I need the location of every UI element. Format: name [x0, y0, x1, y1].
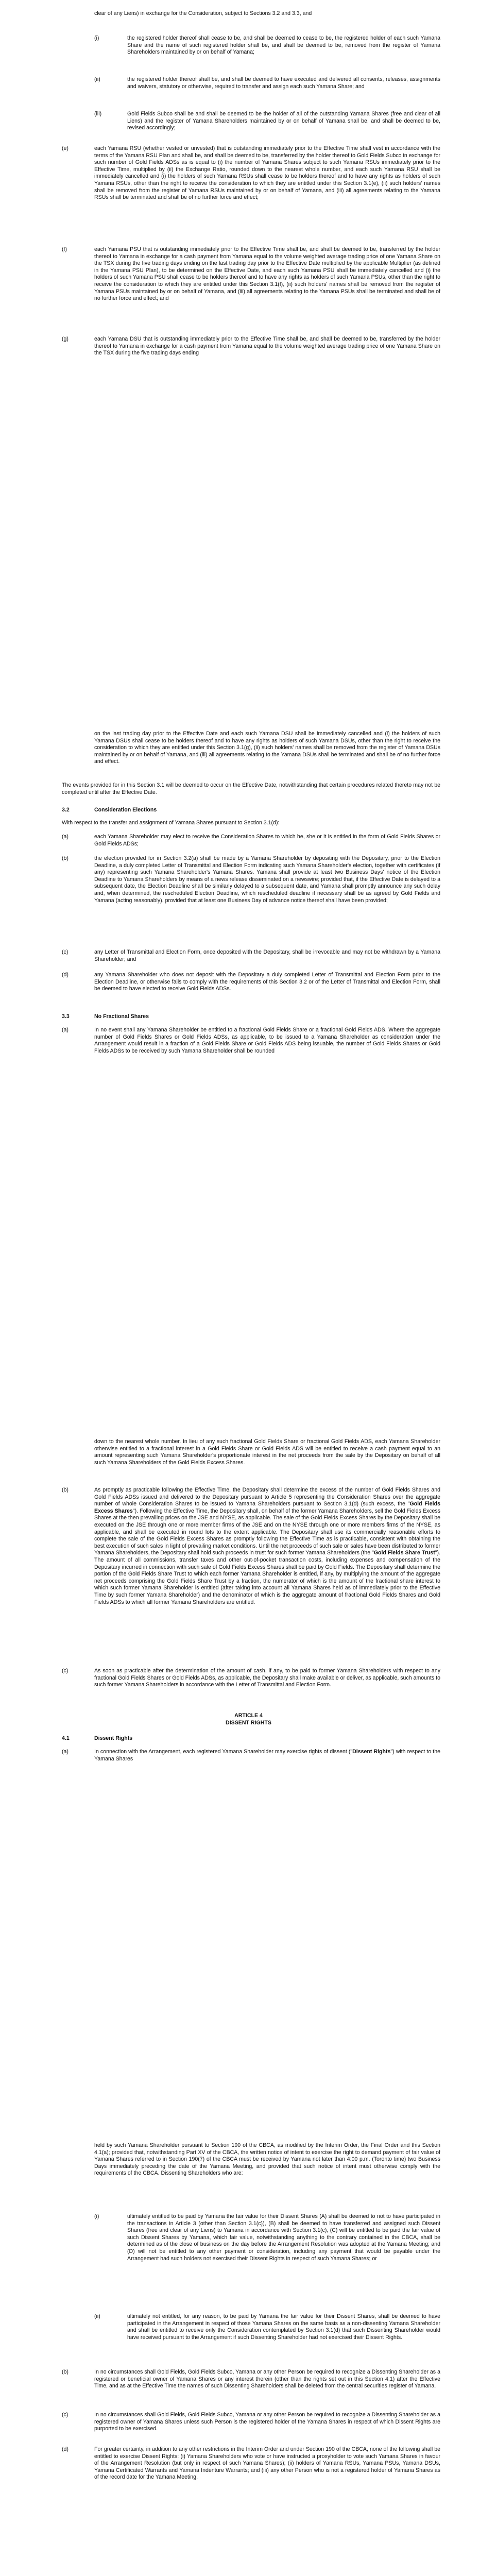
item-iii-label: (iii) [94, 111, 102, 117]
item-4-1-i-label: (i) [94, 2213, 99, 2219]
item-4-1-d-label: (d) [62, 2446, 68, 2452]
item-g-continuation: on the last trading day prior to the Effective Date and each such Yamana DSU shall be immediately cancelled and (i) the holders of such Yamana DSUs shall cease to be holders thereof and to have any rights as holders of such Yamana DSUs, other than the right to receive the consideration to which they are entitled under this Section 3.1(g), (ii) such holders' names shall be removed from the register of Yamana DSUs maintained by or on behalf of Yamana, and (iii) all agreements relating to the Yamana DSUs shall be terminated and shall be of no further force and effect. [94, 731, 440, 765]
item-3-3-b-label: (b) [62, 1487, 68, 1493]
item-4-1-ii-label: (ii) [94, 2313, 100, 2319]
item-3-3-c-label: (c) [62, 1668, 68, 1674]
item-3-3-b-text: As promptly as practicable following the Effective Time, the Depositary shall determine the excess of the number of Gold Fields Shares and Gold Fields ADSs issued and delivered to the Depositary pursuant to Article 5 representing the Consideration Shares over the aggregate number of whole Consideration Shares to be issued to Yamana Shareholders pursuant to Section 3.1(d) (such excess, the "Gold Fields Excess Shares"). Following the Effective Time, the Depositary shall, on behalf of the former Yamana Shareholders, sell the Gold Fields Excess Shares at the then prevailing prices on the JSE and NYSE, as applicable. The sale of the Gold Fields Excess Shares by the Depositary shall be executed on the JSE through one or more member firms of the JSE and on the NYSE through one or more members firms of the NYSE, as applicable, and shall be executed in round lots to the extent applicable. The Depositary shall use its commercially reasonable efforts to complete the sale of the Gold Fields Excess Shares as promptly following the Effective Time as is practicable, consistent with obtaining the best execution of such sales in light of prevailing market conditions. Until the net proceeds of such sale or sales have been distributed to former Yamana Shareholders, the Depositary shall hold such proceeds in trust for such former Yamana Shareholders (the "Gold Fields Share Trust"). The amount of all commissions, transfer taxes and other out-of-pocket transaction costs, including expenses and compensation of the Depositary incurred in connection with such sale of Gold Fields Excess Shares shall be paid by Gold Fields. The Depositary shall determine the portion of the Gold Fields Share Trust to which each former Yamana Shareholder is entitled, if any, by multiplying the amount of the aggregate net proceeds comprising the Gold Fields Share Trust by a fraction, the numerator of which is the amount of the fractional share interest to which such former Yamana Shareholder is entitled (after taking into account all Yamana Shares held as of immediately prior to the Effective Time by such former Yamana Shareholder) and the denominator of which is the aggregate amount of fractional Gold Fields Shares and Gold Fields ADSs to which all former Yamana Shareholders are entitled. [94, 1487, 441, 1605]
defined-term-excess-shares: Gold Fields Excess Shares [94, 1501, 440, 1514]
defined-term-dissent-rights: Dissent Rights [352, 1749, 391, 1755]
item-4-1-a-text: In connection with the Arrangement, each registered Yamana Shareholder may exercise rights of dissent ("Dissent Rights") with respect to the Yamana Shares [94, 1749, 440, 1762]
item-i-label: (i) [94, 35, 99, 41]
section-3-3-title: No Fractional Shares [94, 1013, 149, 1020]
article-4-title: DISSENT RIGHTS [226, 1720, 271, 1726]
item-3-2-c-label: (c) [62, 949, 68, 955]
item-3-2-b-label: (b) [62, 855, 68, 861]
item-3-2-c-text: any Letter of Transmittal and Election Form, once deposited with the Depositary, shall be irrevocable and may not be withdrawn by a Yamana Shareholder; and [94, 949, 440, 962]
section-3-2-intro: With respect to the transfer and assignment of Yamana Shares pursuant to Section 3.1(d): [62, 820, 280, 826]
section-4-1-title: Dissent Rights [94, 1735, 133, 1741]
item-ii-text: the registered holder thereof shall be, and shall be deemed to have executed and delivered all consents, releases, assignments and waivers, statutory or otherwise, required to transfer and assign each such Yamana Share; and [127, 76, 440, 90]
item-e-text: each Yamana RSU (whether vested or unvested) that is outstanding immediately prior to the Effective Time shall vest in accordance with the terms of the Yamana RSU Plan and shall be, and shall be deemed to be, transferred by the holder thereof to Gold Fields Subco in exchange for such number of Gold Fields ADSs as is equal to (i) the number of Yamana Shares subject to such Yamana RSUs immediately prior to the Effective Time, multiplied by (ii) the Exchange Ratio, rounded down to the nearest whole number, and each such Yamana RSU shall be immediately cancelled and (i) the holders of such Yamana RSUs shall cease to be holders thereof and to have any rights as holders of such Yamana RSUs, other than the right to receive the consideration to which they are entitled under this Section 3.1(e), (ii) such holders' names shall be removed from the register of Yamana RSUs maintained by or on behalf of Yamana, and (iii) all agreements relating to the Yamana RSUs shall be terminated and shall be of no further force and effect; [94, 145, 440, 201]
section-3-3-number: 3.3 [62, 1013, 70, 1020]
item-3-2-d-text: any Yamana Shareholder who does not deposit with the Depositary a duly completed Letter of Transmittal and Election Form prior to the Election Deadline, or otherwise fails to comply with the requirements of this Section 3.2 or of the Letter of Transmittal and Election Form, shall be deemed to have elected to receive Gold Fields ADSs. [94, 972, 440, 992]
item-3-2-a-text: each Yamana Shareholder may elect to receive the Consideration Shares to which he, she or it is entitled in the form of Gold Fields Shares or Gold Fields ADSs; [94, 834, 440, 847]
item-4-1-b-label: (b) [62, 2369, 68, 2375]
item-4-1-i-text: ultimately entitled to be paid by Yamana the fair value for their Dissent Shares (A) shall be deemed to not to have participated in the transactions in Article 3 (other than Section 3.1(c)), (B) shall be deemed to have transferred and assigned such Dissent Shares (free and clear of any Liens) to Yamana in accordance with Section 3.1(c), (C) will be entitled to be paid the fair value of such Dissent Shares by Yamana, which fair value, notwithstanding anything to the contrary contained in the CBCA, shall be determined as of the close of business on the day before the Arrangement Resolution was adopted at the Yamana Meeting; and (D) will not be entitled to any other payment or consideration, including any payment that would be payable under the Arrangement had such holders not exercised their Dissent Rights in respect of such Yamana Shares; or [127, 2213, 440, 2262]
intro-continuation: clear of any Liens) in exchange for the Consideration, subject to Sections 3.2 and 3.3, and [94, 10, 312, 16]
item-3-2-d-label: (d) [62, 972, 68, 978]
item-i-text: the registered holder thereof shall cease to be, and shall be deemed to cease to be, the registered holder of each such Yamana Share and the name of such registered holder shall be, and shall be deemed to be, removed from the register of Yamana Shareholders maintained by or on behalf of Yamana; [127, 35, 440, 56]
item-4-1-a-label: (a) [62, 1749, 68, 1755]
section-4-1-number: 4.1 [62, 1735, 70, 1741]
item-4-1-d-text: For greater certainty, in addition to any other restrictions in the Interim Order and under Section 190 of the CBCA, none of the following shall be entitled to exercise Dissent Rights: (i) Yamana Shareholders who vote or have instructed a proxyholder to vote such Yamana Shares in favour of the Arrangement Resolution (but only in respect of such Yamana Shares); (ii) holders of Yamana RSUs, Yamana PSUs, Yamana DSUs, Yamana Certificated Warrants and Yamana Indenture Warrants; and (iii) any other Person who is not a registered holder of Yamana Shares as of the record date for the Yamana Meeting. [94, 2446, 440, 2481]
defined-term-share-trust: Gold Fields Share Trust [373, 1550, 435, 1556]
events-paragraph: The events provided for in this Section 3.1 will be deemed to occur on the Effective Date, notwithstanding that certain procedures related thereto may not be completed until after the Effective Date. [62, 782, 440, 795]
item-f-label: (f) [62, 246, 67, 252]
item-3-3-a-text: In no event shall any Yamana Shareholder be entitled to a fractional Gold Fields Share or a fractional Gold Fields ADS. Where the aggregate number of Gold Fields Shares or Gold Fields ADSs, as applicable, to be issued to a Yamana Shareholder as consideration under the Arrangement would result in a fraction of a Gold Fields Share or Gold Fields ADS being issuable, the number of Gold Fields Shares or Gold Fields ADSs to be received by such Yamana Shareholder shall be rounded [94, 1027, 440, 1054]
item-f-text: each Yamana PSU that is outstanding immediately prior to the Effective Time shall be, and shall be deemed to be, transferred by the holder thereof to Yamana in exchange for a cash payment from Yamana equal to the volume weighted average trading price of one Yamana Share on the TSX during the five trading days ending on the last trading day prior to the Effective Date multiplied by the applicable Multiplier (as defined in the Yamana PSU Plan), to be determined on the Effective Date, and each such Yamana PSU shall be immediately cancelled and (i) the holders of such Yamana PSU shall cease to be holders thereof and to have any rights as holders of such Yamana PSUs, other than the right to receive the consideration to which they are entitled under this Section 3.1(f), (ii) such holders' names shall be removed from the register of Yamana PSUs maintained by or on behalf of Yamana, and (iii) all agreements relating to the Yamana PSUs shall be terminated and shall be of no further force and effect; and [94, 246, 440, 302]
article-4-heading: ARTICLE 4 [234, 1713, 263, 1719]
item-ii-label: (ii) [94, 76, 100, 82]
item-3-2-a-label: (a) [62, 834, 68, 840]
item-g-text: each Yamana DSU that is outstanding immediately prior to the Effective Time shall be, and shall be deemed to be, transferred by the holder thereof to Yamana in exchange for a cash payment from Yamana equal to the volume weighted average trading price of one Yamana Share on the TSX during the five trading days ending [94, 336, 440, 357]
item-g-label: (g) [62, 336, 68, 342]
item-4-1-c-label: (c) [62, 2412, 68, 2418]
item-4-1-a-continuation: held by such Yamana Shareholder pursuant to Section 190 of the CBCA, as modified by the Interim Order, the Final Order and this Section 4.1(a); provided that, notwithstanding Part XV of the CBCA, the written notice of intent to exercise the right to demand payment of fair value of Yamana Shares referred to in Section 190(7) of the CBCA must be received by Yamana not later than 4:00 p.m. (Toronto time) two Business Days immediately preceding the date of the Yamana Meeting, and provided that such notice of intent must otherwise comply with the requirements of the CBCA. Dissenting Shareholders who are: [94, 2142, 440, 2177]
item-4-1-c-text: In no circumstances shall Gold Fields, Gold Fields Subco, Yamana or any other Person be required to recognize a Dissenting Shareholder as a registered owner of Yamana Shares unless such Person is the registered holder of the Yamana Shares in respect of which Dissent Rights are purported to be exercised. [94, 2412, 440, 2432]
item-3-3-a-label: (a) [62, 1027, 68, 1033]
section-3-2-number: 3.2 [62, 807, 70, 813]
item-3-3-c-text: As soon as practicable after the determination of the amount of cash, if any, to be paid to former Yamana Shareholders with respect to any fractional Gold Fields Shares or Gold Fields ADSs, as applicable, the Depositary shall make available or deliver, as applicable, such amounts to such former Yamana Shareholders in accordance with the Letter of Transmittal and Election Form. [94, 1668, 440, 1688]
item-4-1-b-text: In no circumstances shall Gold Fields, Gold Fields Subco, Yamana or any other Person be required to recognize a Dissenting Shareholder as a registered or beneficial owner of Yamana Shares or any interest therein (other than the rights set out in this Section 4.1) after the Effective Time, and as at the Effective Time the names of such Dissenting Shareholders shall be deleted from the central securities register of Yamana. [94, 2369, 440, 2389]
section-3-2-title: Consideration Elections [94, 807, 157, 813]
item-iii-text: Gold Fields Subco shall be and shall be deemed to be the holder of all of the outstanding Yamana Shares (free and clear of all Liens) and the register of Yamana Shareholders maintained by or on behalf of Yamana shall be, and shall be deemed to be, revised accordingly; [127, 111, 440, 131]
item-3-2-b-text: the election provided for in Section 3.2(a) shall be made by a Yamana Shareholder by depositing with the Depositary, prior to the Election Deadline, a duly completed Letter of Transmittal and Election Form indicating such Yamana Shareholder's election, together with certificates (if any) representing such Yamana Shareholder's Yamana Shares. Yamana shall provide at least two Business Days' notice of the Election Deadline to Yamana Shareholders by means of a news release disseminated on a newswire; provided that, if the Effective Date is delayed to a subsequent date, the Election Deadline shall be similarly delayed to a subsequent date, and Yamana shall promptly announce any such delay and, when determined, the rescheduled Election Deadline, which rescheduled deadline if necessary shall be as agreed by Gold Fields and Yamana (acting reasonably), provided that at least one Business Day of advance notice thereof shall have been provided; [94, 855, 440, 904]
item-3-3-a-continuation: down to the nearest whole number. In lieu of any such fractional Gold Fields Share or fractional Gold Fields ADS, each Yamana Shareholder otherwise entitled to a fractional interest in a Gold Fields Share or Gold Fields ADS will be entitled to receive a cash payment equal to an amount representing such Yamana Shareholder's proportionate interest in the net proceeds from the sale by the Depositary on behalf of all such Yamana Shareholders of the Gold Fields Excess Shares. [94, 1438, 440, 1466]
item-4-1-ii-text: ultimately not entitled, for any reason, to be paid by Yamana the fair value for their Dissent Shares, shall be deemed to have participated in the Arrangement in respect of those Yamana Shares on the same basis as a non-dissenting Yamana Shareholder and shall be entitled to receive only the Consideration contemplated by Section 3.1(d) that such Dissenting Shareholder would have received pursuant to the Arrangement if such Dissenting Shareholder had not exercised their Dissent Rights. [127, 2313, 440, 2341]
item-e-label: (e) [62, 145, 68, 151]
